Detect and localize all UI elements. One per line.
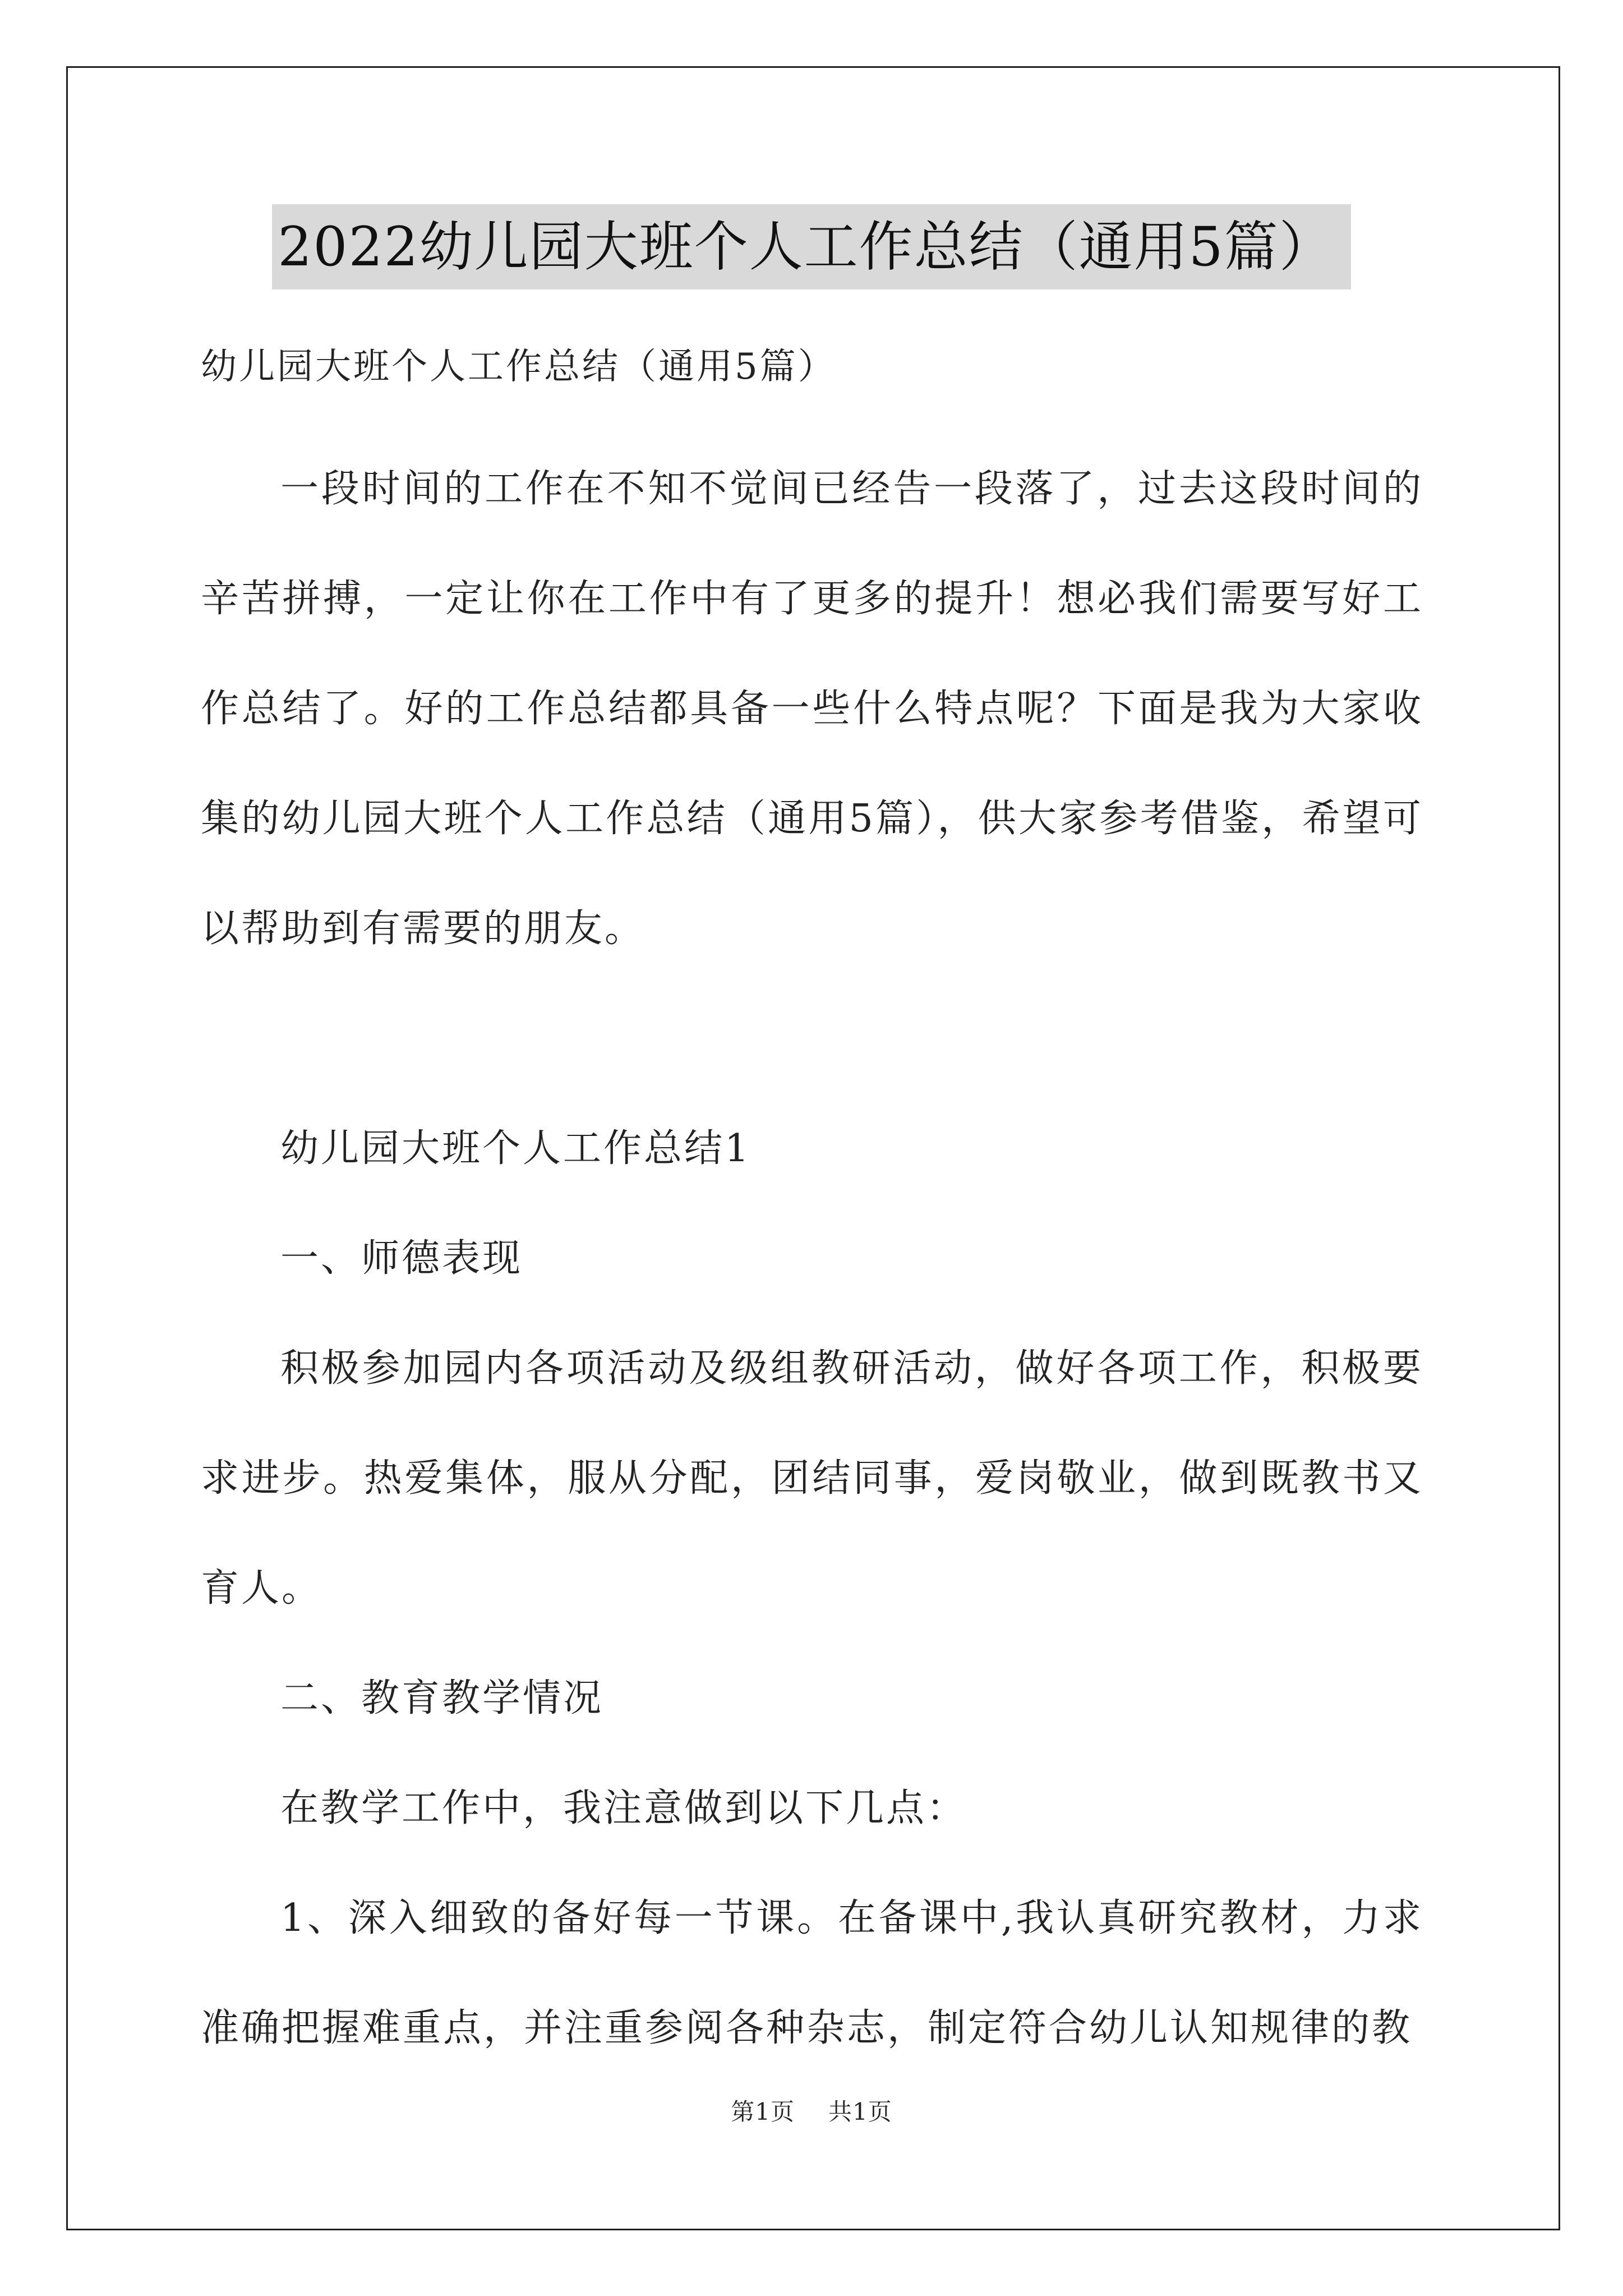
page-number-current: 第1页 xyxy=(731,2098,795,2125)
section-title: 幼儿园大班个人工作总结1 xyxy=(280,1126,751,1171)
heading-moral-conduct: 一、师德表现 xyxy=(280,1236,523,1281)
intro-paragraph: 一段时间的工作在不知不觉间已经告一段落了，过去这段时间的辛苦拼搏，一定让你在工作中有了更多的提升！想必我们需要写好工作总结了。好的工作总结都具备一些什么特点呢？下面是我为大家收集的幼儿园大班个人工作总结（通用5篇），供大家参考借鉴，希望可以帮助到有需要的朋友。 xyxy=(201,467,1423,951)
document-subtitle: 幼儿园大班个人工作总结（通用5篇） xyxy=(201,346,836,388)
heading-teaching: 二、教育教学情况 xyxy=(280,1676,604,1720)
document-body xyxy=(201,311,1423,2083)
page-footer xyxy=(0,2095,1623,2129)
paragraph-moral-conduct: 积极参加园内各项活动及级组教研活动，做好各项工作，积极要求进步。热爱集体，服从分配，团结同事，爱岗敬业，做到既教书又育人。 xyxy=(201,1346,1423,1611)
section-spacer xyxy=(201,984,1423,1094)
paragraph-lesson-prep: 1、深入细致的备好每一节课。在备课中,我认真研究教材，力求准确把握难重点，并注重参阅各种杂志，制定符合幼儿认知规律的教 xyxy=(201,1896,1423,2050)
title-container xyxy=(0,204,1623,289)
page-number-total: 共1页 xyxy=(828,2098,892,2125)
document-title: 2022幼儿园大班个人工作总结（通用5篇） xyxy=(272,204,1350,289)
paragraph-teaching-intro: 在教学工作中，我注意做到以下几点： xyxy=(280,1786,967,1830)
